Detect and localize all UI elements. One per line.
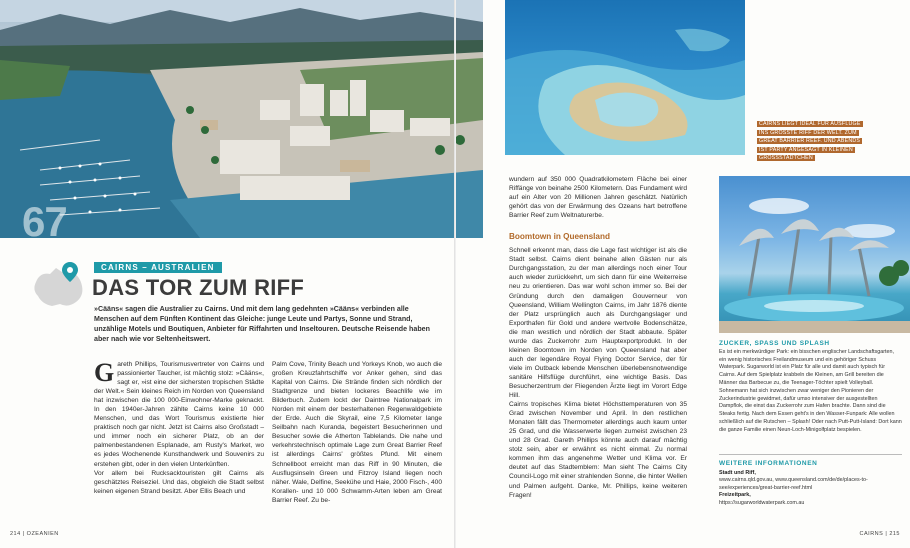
australia-map-icon	[30, 262, 88, 315]
info-link[interactable]: www.cairns.qld.gov.au, www.queensland.com/de/de/places-to-see/experiences/great-barrier-reef.html	[719, 477, 868, 491]
cairns-aerial-photo	[0, 0, 483, 238]
reef-aerial-photo	[505, 0, 745, 155]
info-label: Stadt und Riff,	[719, 469, 756, 476]
sidebar-box	[719, 340, 902, 435]
body-text: Cairns tropisches Klima bietet Höchsttemperaturen von 35 Grad zwischen November und April. In den restlichen Monaten fällt das Thermometer allerdings auch kaum unter 25 Grad, und die Wasserwerte liegen zumeist zwischen 23 und 28 Grad. Gareth Phillips könnte auch darauf mächtig stolz sein, aber er erwähnt es nicht einmal. Zu normal kommen ihm das angenehme Wetter und Klima vor. Er deutet auf das Stadtemblem: Man sieht The Cairns City Council-Logo mit einer strahlenden Sonne, die hinter Wellen und Palmen aufgeht. Danke, Mr. Phillips, keine weiteren Fragen!	[509, 401, 687, 499]
folio-left: 214 | OZEANIEN	[10, 531, 59, 537]
reef-illustration	[505, 0, 745, 155]
body-text: Schnell erkennt man, dass die Lage fast wichtiger ist als die Stadt selbst. Cairns dient beinahe allen Gästen nur als Durchgangsstation, zu der man allerdings noch einer Tour auch wieder zurückkehrt, um sich dann für eine Weiterreise neu zu orientieren. Das war wohl schon immer so. Bei der Gründung durch den damaligen Gouverneur von Queensland, William Wellington Cairns, im Jahr 1876 diente der Platz ursprünglich auch als Durchgangslager und Exporthafen für Gold und andere wertvolle Bodenschätze, die man westlich und nördlich der Stadt abbaute. Später wurde das Zuckerrohr zum Hauptexportprodukt. In der kleinen Boomtown im Norden von Queensland hat aber auch der legendäre Royal Flying Doctor Service, der für viele im Outback lebende Menschen überlebensnotwendige sanitäre Hilfsflüge durchführt, eine wichtige Basis. Das Besucherzentrum der Fliegenden Ärzte liegt im Vorort Edge Hill.	[509, 247, 687, 400]
body-column-1	[94, 360, 264, 496]
drop-cap: G	[94, 358, 115, 387]
info-link[interactable]: https://sugarworldwaterpark.com.au	[719, 499, 805, 506]
sidebar-text: Es ist ein merkwürdiger Park: ein bisschen englischer Landschaftsgarten, ein wenig historisches Freilandmuseum und ein gehöriger Schuss Waterpark. Sugarworld ist ein Platz für alle und damit auch typisch für Cairns. Auf dem Spielplatz krabbeln die Kleinen, am Grill bereiten die Männer das Barbecue zu, die Teenager-Töchter spielt Volleyball. Sohnemann hat sich inzwischen zwar weniger den Pionieren der Zuckerindustrie gewidmet, dafür umso intensiver der ausgestellten Dampflok, die einst das Zuckerrohr zum Hafen brachte. Dann sind die Steaks fertig. Nach dem Essen geht's in den Wasser-Funpark: Alle wollen schließlich auf die Rutschen – Splash! Oder nach Putt-Putt-Island: Dort kann die ganze Familie einen Neun-Loch-Minigolfplatz bespielen.	[719, 348, 902, 433]
body-text: Palm Cove, Trinity Beach und Yorkeys Knob, wo auch die großen Kreuzfahrtschiffe vor Anker gehen, sind das Kapital von Cairns. Die Strände finden sich nördlich der Stadtgrenze und bieten lockeres Beachlife wie im Bilderbuch. Zudem lockt der Daintree Nationalpark im Norden mit einem der besterhaltenen Regenwaldgebiete der Erde. Auch die Skyrail, eine 7,5 Kilometer lange Seilbahn nach Kuranda, begeistert Besucherinnen und Besucher sowie die Atherton Tablelands. Die nahe und verkehrstechnisch optimale Lage zum Great Barrier Reef ist allerdings Cairns' größtes Pfund. Mit einem Schnellboot erreicht man das Riff in 90 Minuten, die Ausflugsinseln Green und Fitzroy Island liegen noch näher. Wale, Delfine, Seekühe und Haie, 2000 Fisch-, 400 Korallen- und 10 000 Schwamm-Arten leben am Great Barrier Reef. Zu be-	[272, 361, 442, 504]
article-title: DAS TOR ZUM RIFF	[92, 275, 305, 300]
body-column-2	[272, 360, 442, 505]
body-text: Vor allem bei Rucksacktouristen gilt Cairns als geschätztes Reiseziel. Und das, obgleich die Stadt selbst keinen eigenen Strand besitzt. Aber Ellis Beach und	[94, 469, 264, 495]
body-column-3	[509, 175, 687, 500]
category-label: CAIRNS – AUSTRALIEN	[94, 262, 222, 273]
body-text: areth Phillips, Tourismusvertreter von Cairns und passionierter Taucher, ist mächtig stolz: »Cääns«, sagt er, »ist eine der sichersten tropischen Städte der Welt.« Sein kleines Reich im Norden von Queensland hat inzwischen die 100 000-Einwohner-Marke geknackt. In den 1940er-Jahren zählte Cairns keine 10 000 Menschen, und das Wort Tourismus existierte hier praktisch noch gar nicht. Jetzt ist Cairns also Großstadt – und immer noch ein sicherer Platz, ob an der palmenbestandenen Esplanade, am Rusty's Market, wo es jedes Wochenende Kunsthandwerk und Souvenirs zu erstehen gibt, oder in den vielen Unterkünften.	[94, 361, 264, 468]
folio-right: CAIRNS | 215	[859, 531, 900, 537]
info-label: Freizeitpark,	[719, 492, 751, 499]
cairns-aerial-illustration	[0, 0, 483, 238]
reef-photo-caption: CAIRNS LIEGT IDEAL FÜR AUSFLÜGE INS GRÖSSTE RIFF DER WELT. ZUM GREAT BARRIER REEF. UND ABENDS IST PARTY ANGESAGT IN KLEINEN GROSSSTADTCHEN	[759, 121, 861, 161]
article-intro: »Cääns« sagen die Australier zu Cairns. Und mit dem lang gedehnten »Cääns« verbinden alle Menschen auf dem Fünften Kontinent das Gleiche: junge Leute und Partys, Sonne und Strand, unzählige Motels und Boutiquen, Anbieter für Riffahrten und Inseltouren. Deutsche Reisende haben aber nach wie vor Seltenheitswert.	[94, 305, 430, 344]
page-number-overlay: 67	[22, 198, 67, 238]
body-text: wundern auf 350 000 Quadratkilometern Fläche bei einer Riffänge von beinahe 2500 Kilometern. Das Fundament wird auf ein Alter von 20 Millionen Jahren geschätzt. Natürlich gehört das von der Erwärmung des Ozeans hart betroffene Barrier Reef zum Weltnaturerbe.	[509, 176, 687, 220]
waterpark-illustration	[719, 176, 910, 333]
info-box	[719, 454, 902, 508]
sidebar-title: ZUCKER, SPASS UND SPLASH	[719, 340, 830, 347]
page-gutter	[454, 0, 456, 548]
info-title: WEITERE INFORMATIONEN	[719, 460, 818, 467]
waterpark-photo	[719, 176, 910, 333]
section-subhead: Boomtown in Queensland	[509, 232, 610, 242]
